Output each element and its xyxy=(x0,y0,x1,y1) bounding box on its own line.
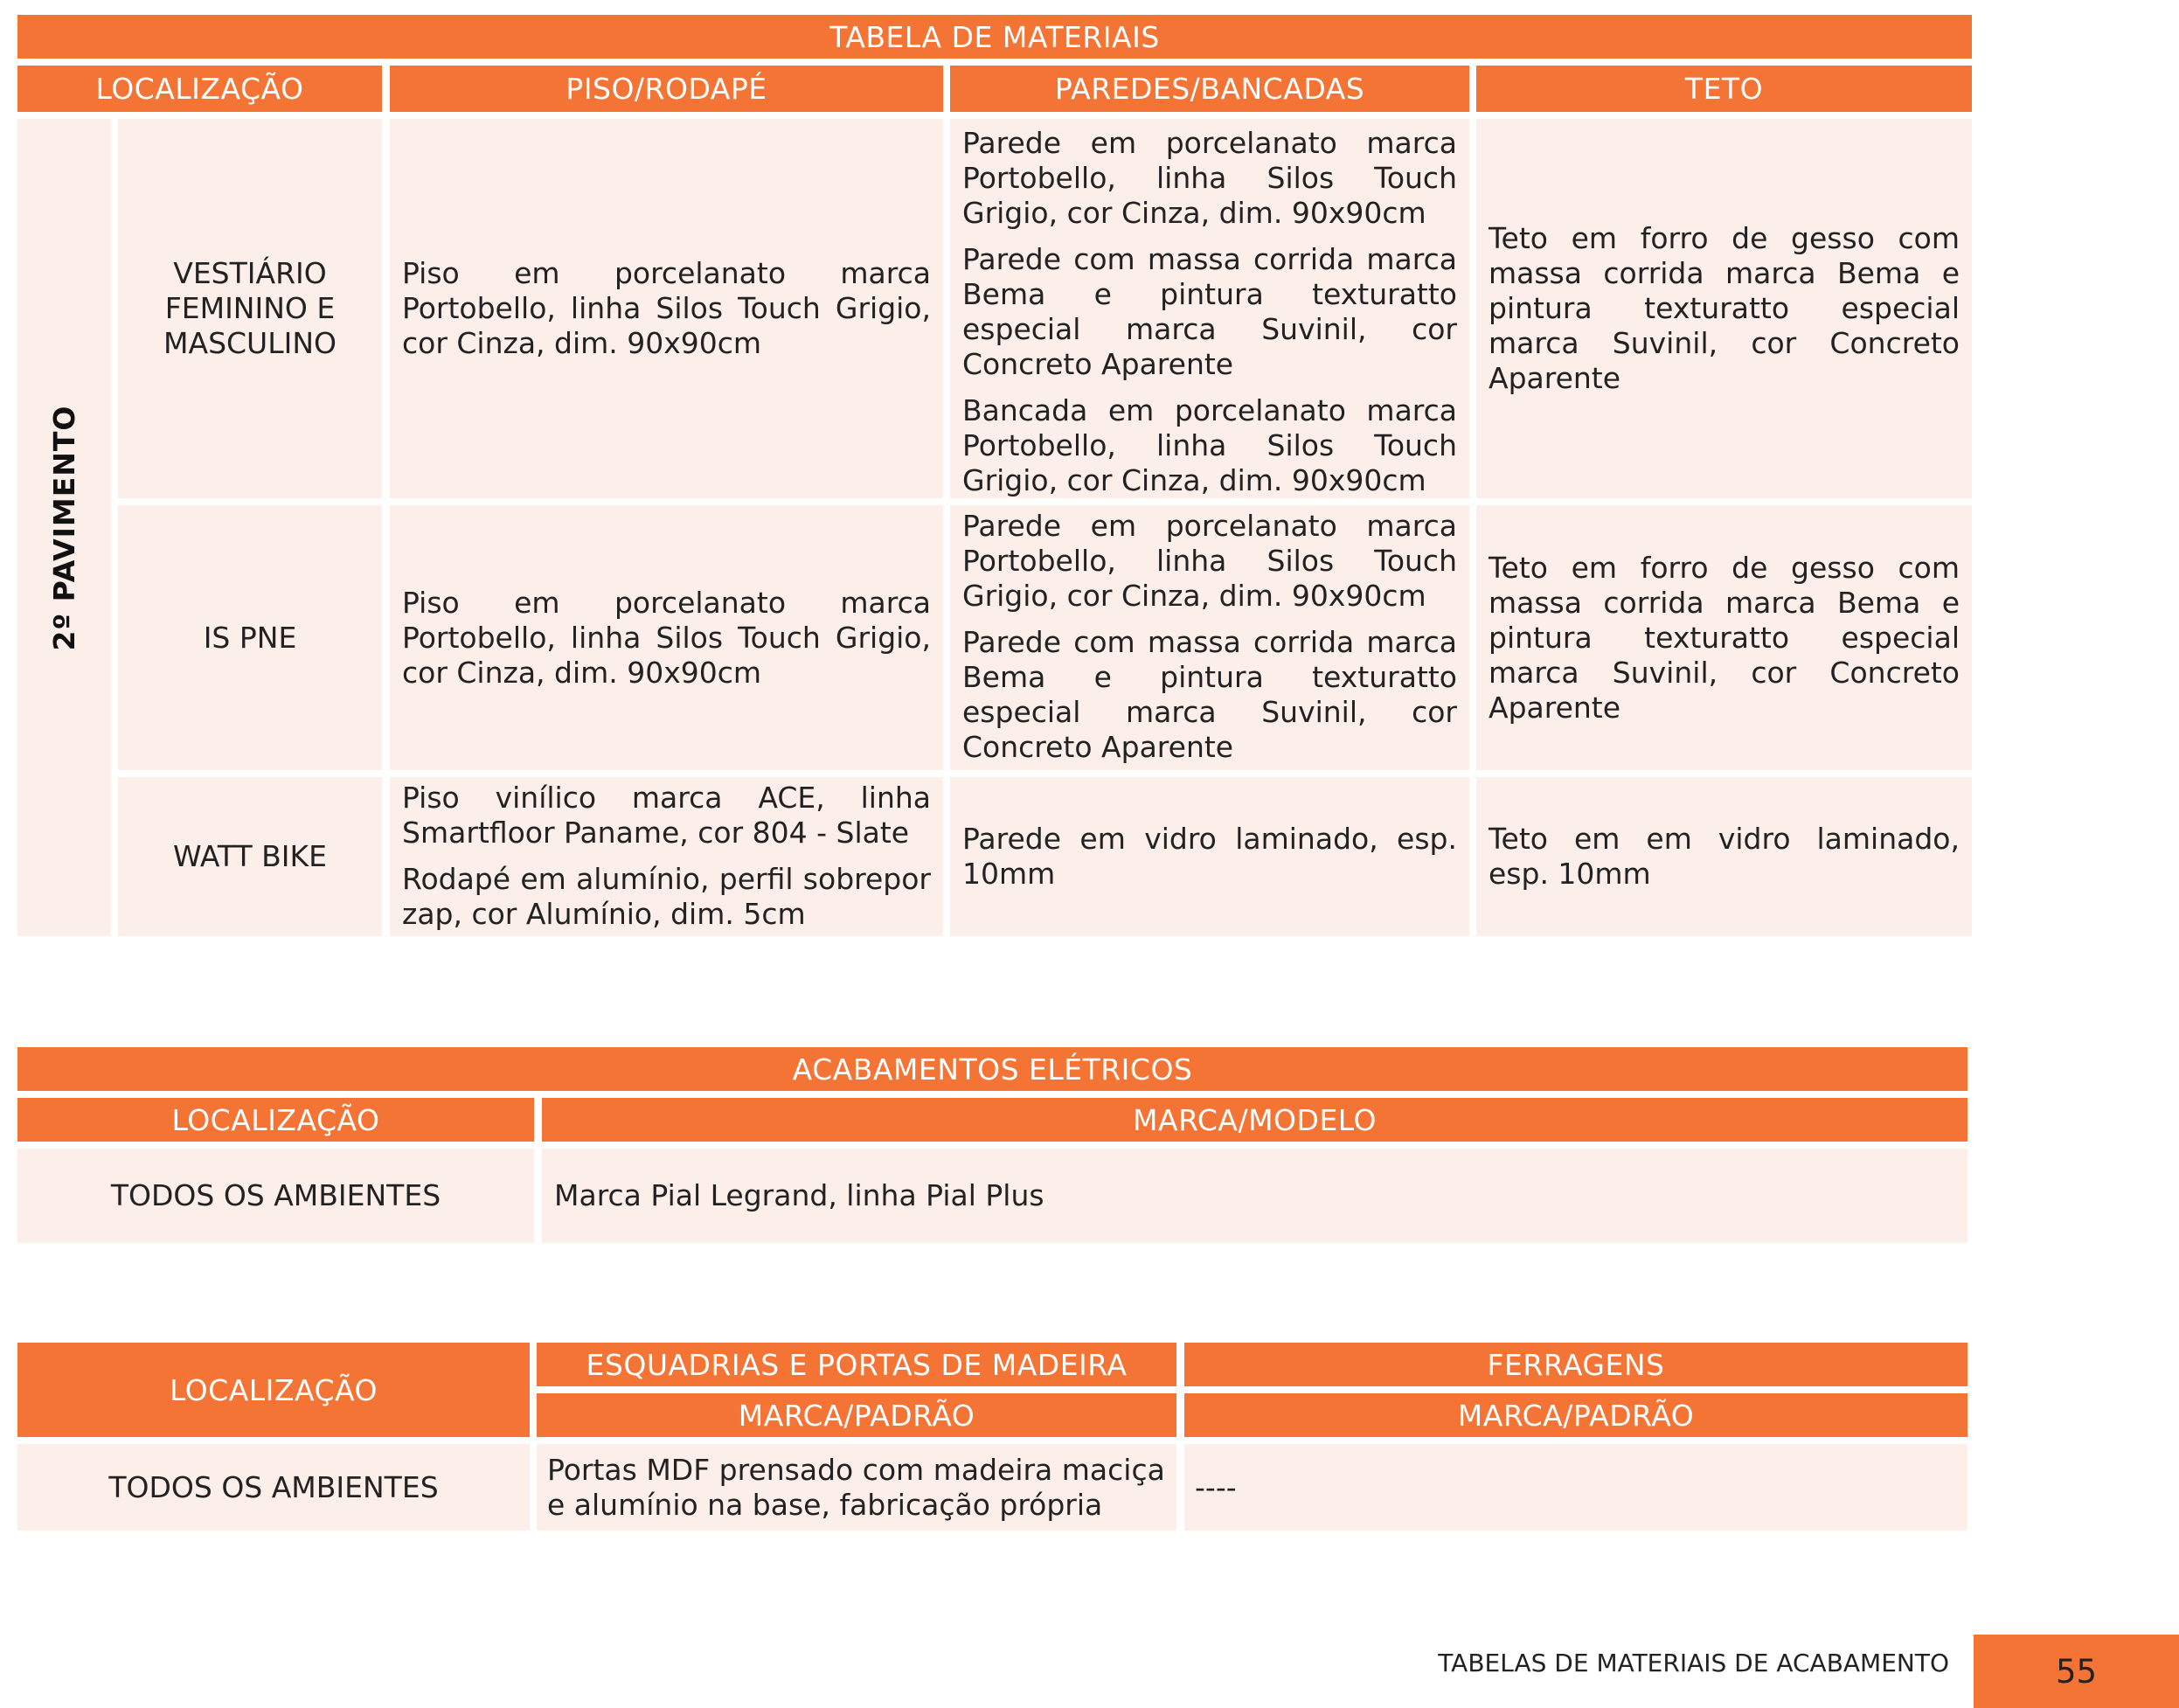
row-vestiario-ceiling xyxy=(1476,119,1972,498)
row-vestiario-floor xyxy=(390,119,943,498)
row-vestiario-location xyxy=(118,119,382,498)
row-ispne-ceiling xyxy=(1476,505,1972,770)
electrical-table-title: ACABAMENTOS ELÉTRICOS xyxy=(17,1047,1967,1091)
doors-header-hardware: FERRAGENS xyxy=(1184,1343,1967,1386)
floor-label: 2º PAVIMENTO xyxy=(46,405,81,650)
floor-text: Piso em porcelanato marca Portobello, linha Silos Touch Grigio, cor Cinza, dim. 90x90cm xyxy=(402,585,931,690)
hardware-text: ---- xyxy=(1195,1469,1237,1504)
header-floor: PISO/RODAPÉ xyxy=(390,66,943,112)
header-ceiling: TETO xyxy=(1476,66,1972,112)
location-text: WATT BIKE xyxy=(173,839,327,873)
materials-table-title: TABELA DE MATERIAIS xyxy=(17,15,1972,59)
location-text: TODOS OS AMBIENTES xyxy=(108,1469,439,1504)
brand-text: Marca Pial Legrand, linha Pial Plus xyxy=(554,1178,1044,1212)
floor-label-cell xyxy=(17,119,111,936)
row-wattbike-ceiling xyxy=(1476,777,1972,936)
location-text: TODOS OS AMBIENTES xyxy=(110,1178,441,1212)
ceiling-text: Teto em forro de gesso com massa corrida marca Bema e pintura texturatto especial marca Suvinil, cor Concreto Aparente xyxy=(1489,221,1960,395)
doors-header-doors: ESQUADRIAS E PORTAS DE MADEIRA xyxy=(537,1343,1176,1386)
ceiling-text: Teto em em vidro laminado, esp. 10mm xyxy=(1489,822,1960,891)
doors-text: Portas MDF prensado com madeira maciça e alumínio na base, fabricação própria xyxy=(547,1452,1165,1522)
header-location: LOCALIZAÇÃO xyxy=(17,66,382,112)
row-wattbike-walls xyxy=(950,777,1469,936)
page-number: 55 xyxy=(1974,1635,2179,1708)
footer-title: TABELAS DE MATERIAIS DE ACABAMENTO xyxy=(1438,1649,1949,1677)
row-ispne-walls xyxy=(950,505,1469,770)
floor-text: Piso em porcelanato marca Portobello, linha Silos Touch Grigio, cor Cinza, dim. 90x90cm xyxy=(402,256,931,360)
row-vestiario-walls xyxy=(950,119,1469,498)
walls-text: Parede em porcelanato marca Portobello, linha Silos Touch Grigio, cor Cinza, dim. 90x90cm xyxy=(962,509,1457,613)
hardware-description xyxy=(1184,1444,1967,1531)
doors-location xyxy=(17,1444,530,1531)
walls-text: Parede com massa corrida marca Bema e pintura texturatto especial marca Suvinil, cor Concreto Aparente xyxy=(962,625,1457,764)
walls-text: Parede em porcelanato marca Portobello, linha Silos Touch Grigio, cor Cinza, dim. 90x90cm xyxy=(962,126,1457,230)
location-text: VESTIÁRIO FEMININO E MASCULINO xyxy=(163,256,337,360)
walls-text: Bancada em porcelanato marca Portobello, linha Silos Touch Grigio, cor Cinza, dim. 90x90cm xyxy=(962,393,1457,497)
row-wattbike-location xyxy=(118,777,382,936)
ceiling-text: Teto em forro de gesso com massa corrida marca Bema e pintura texturatto especial marca Suvinil, cor Concreto Aparente xyxy=(1489,550,1960,725)
header-walls: PAREDES/BANCADAS xyxy=(950,66,1469,112)
electrical-brand xyxy=(542,1149,1967,1243)
floor-text: Piso vinílico marca ACE, linha Smartfloor Paname, cor 804 - Slate xyxy=(402,781,931,850)
doors-header-location: LOCALIZAÇÃO xyxy=(17,1343,530,1437)
location-text: IS PNE xyxy=(203,620,297,655)
electrical-header-location: LOCALIZAÇÃO xyxy=(17,1098,534,1142)
electrical-location xyxy=(17,1149,534,1243)
row-wattbike-floor xyxy=(390,777,943,936)
row-ispne-floor xyxy=(390,505,943,770)
row-ispne-location xyxy=(118,505,382,770)
walls-text: Parede com massa corrida marca Bema e pintura texturatto especial marca Suvinil, cor Concreto Aparente xyxy=(962,242,1457,381)
doors-subheader-doors: MARCA/PADRÃO xyxy=(537,1393,1176,1437)
floor-text: Rodapé em alumínio, perfil sobrepor zap, cor Alumínio, dim. 5cm xyxy=(402,862,931,931)
electrical-header-brand: MARCA/MODELO xyxy=(542,1098,1967,1142)
doors-description xyxy=(537,1444,1176,1531)
walls-text: Parede em vidro laminado, esp. 10mm xyxy=(962,822,1457,891)
doors-subheader-hardware: MARCA/PADRÃO xyxy=(1184,1393,1967,1437)
